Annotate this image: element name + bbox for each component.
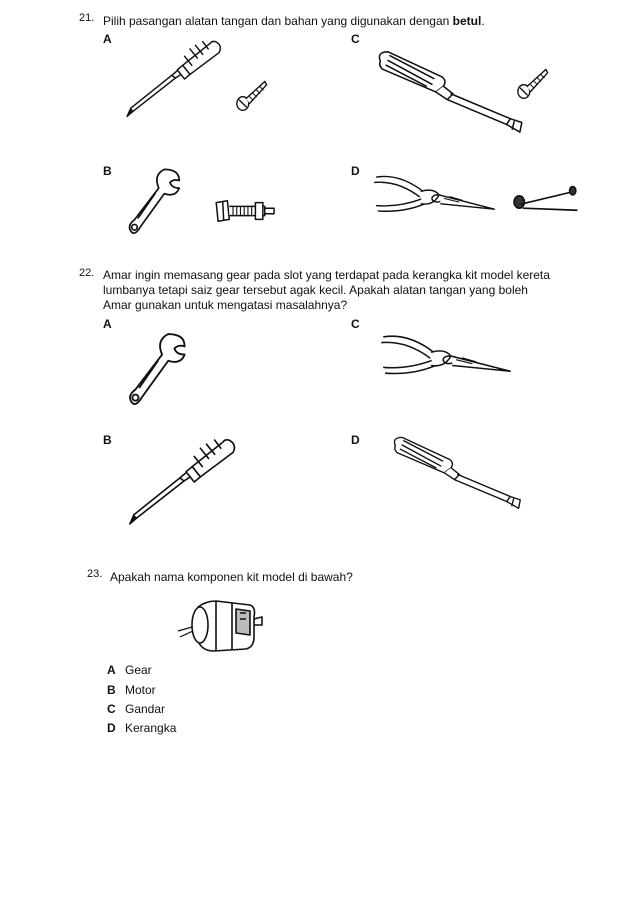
pliers-icon xyxy=(380,328,514,382)
answer-option-a[interactable] xyxy=(107,661,152,679)
question-text xyxy=(103,14,485,29)
nail-icon xyxy=(511,185,583,217)
wrench-icon xyxy=(127,165,183,241)
option-label[interactable]: D xyxy=(351,164,360,178)
answer-label: Gear xyxy=(125,663,152,677)
option-label[interactable]: D xyxy=(351,433,360,447)
screw-icon xyxy=(514,66,554,100)
option-label[interactable]: C xyxy=(351,317,360,331)
answer-label: Kerangka xyxy=(125,721,177,735)
answer-option-c[interactable] xyxy=(107,700,165,718)
answer-option-d[interactable] xyxy=(107,719,176,737)
answer-letter: A xyxy=(107,663,116,677)
answer-letter: D xyxy=(107,721,116,735)
phillips-screwdriver-icon xyxy=(122,38,227,120)
question-number: 22. xyxy=(79,267,95,279)
question-text-line: Amar gunakan untuk mengatasi masalahnya? xyxy=(103,298,348,312)
flat-screwdriver-icon xyxy=(387,434,532,510)
screw-icon xyxy=(233,78,273,112)
answer-label: Motor xyxy=(125,683,156,697)
wrench-icon xyxy=(127,330,189,412)
option-label[interactable]: A xyxy=(103,317,112,331)
answer-letter: B xyxy=(107,683,116,697)
question-text-line: lumbanya tetapi saiz gear tersebut agak kecil. Apakah alatan tangan yang boleh xyxy=(103,283,528,297)
answer-label: Gandar xyxy=(125,702,166,716)
phillips-screwdriver-icon xyxy=(124,436,242,528)
answer-letter: C xyxy=(107,702,116,716)
flat-screwdriver-icon xyxy=(373,48,533,134)
question-text-line: Amar ingin memasang gear pada slot yang terdapat pada kerangka kit model kereta xyxy=(103,268,550,282)
question-number: 21. xyxy=(79,12,95,24)
question-number: 23. xyxy=(87,568,103,580)
question-text-part: . xyxy=(481,14,485,28)
question-text xyxy=(103,268,603,313)
question-text: Apakah nama komponen kit model di bawah? xyxy=(110,570,353,584)
bolt-icon xyxy=(212,197,282,225)
answer-option-b[interactable] xyxy=(107,681,156,699)
option-label[interactable]: B xyxy=(103,164,112,178)
question-text-bold: betul xyxy=(452,14,482,28)
question-text-part: Pilih pasangan alatan tangan dan bahan yang digunakan dengan xyxy=(103,14,453,28)
option-label[interactable]: B xyxy=(103,433,112,447)
motor-icon xyxy=(175,595,267,655)
option-label[interactable]: A xyxy=(103,32,112,46)
pliers-icon xyxy=(373,170,498,218)
option-label[interactable]: C xyxy=(351,32,360,46)
